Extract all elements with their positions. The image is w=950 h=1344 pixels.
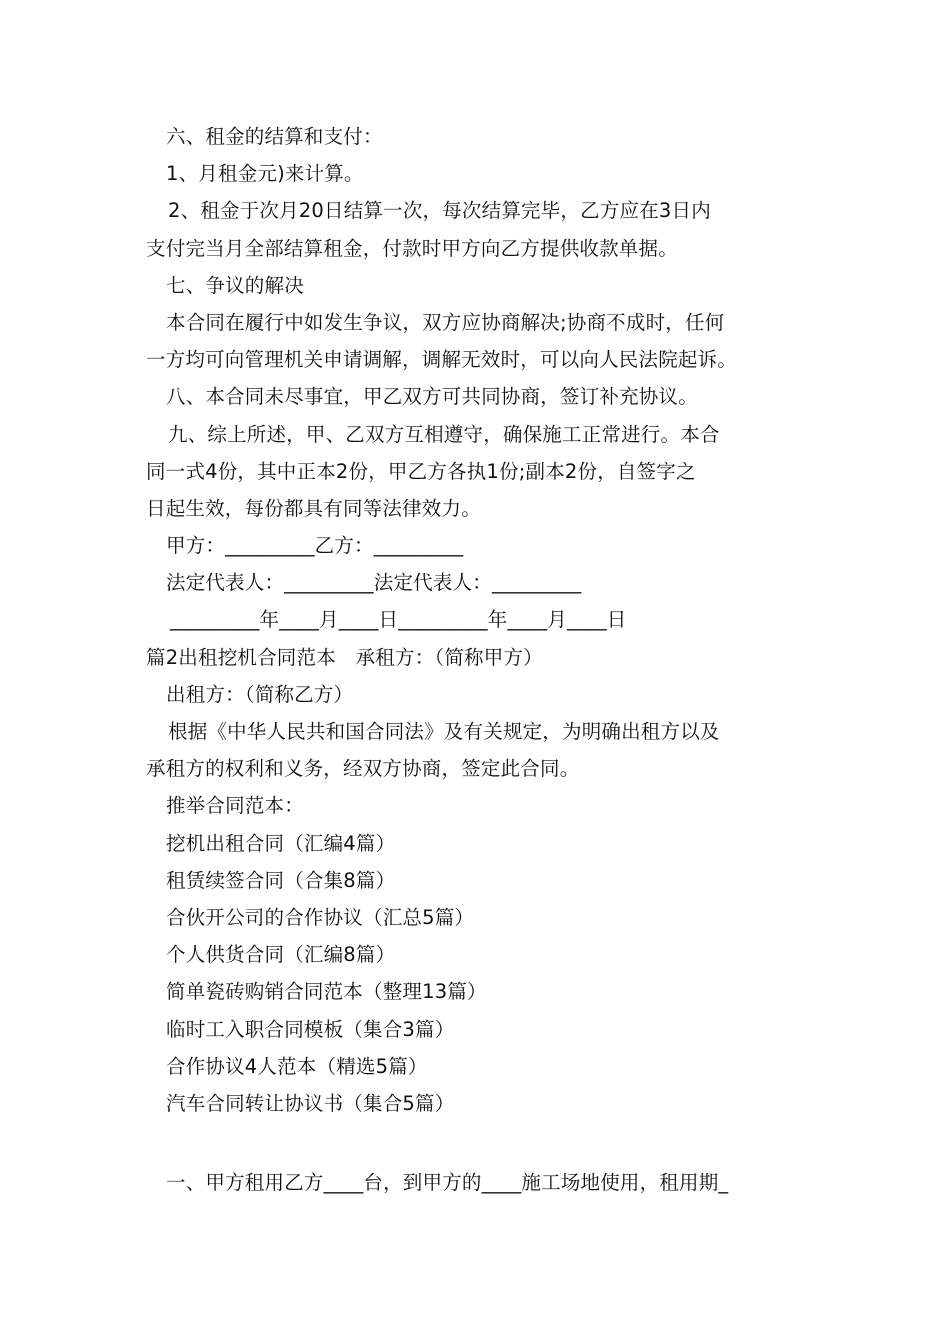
document-line: 六、租金的结算和支付： [166,125,383,148]
blank-line [146,1122,816,1164]
document-line: 七、争议的解决 [166,273,304,297]
document-line: 合伙开公司的合作协议（汇总5篇） [166,905,475,929]
document-line: 同一式4份，其中正本2份，甲乙方各执1份;副本2份，自签字之 [146,459,696,483]
document-line: 临时工入职合同模板（集合3篇） [166,1017,455,1041]
document-line: 推举合同范本： [166,794,304,818]
document-line: 出租方：（简称乙方） [166,682,354,706]
document-line: 篇2出租挖机合同范本 承租方：（简称甲方） [146,645,543,669]
document-line: 九、综上所述，甲、乙双方互相遵守，确保施工正常进行。本合 [168,422,720,446]
document-line: 简单瓷砖购销合同范本（整理13篇） [166,980,487,1004]
document-line: 个人供货合同（汇编8篇） [166,943,396,967]
document-line: 合作协议4人范本（精选5篇） [166,1054,428,1078]
document-line: 2、租金于次月20日结算一次，每次结算完毕，乙方应在3日内 [168,199,711,223]
document-line: 一、甲方租用乙方____台，到甲方的____施工场地使用，租用期_ [166,1171,729,1195]
document-line: _________年____月____日_________年____月____日 [170,608,627,632]
document-line: 甲方：_________乙方：_________ [166,534,464,558]
document-line: 支付完当月全部结算租金，付款时甲方向乙方提供收款单据。 [146,236,678,260]
document-line: 本合同在履行中如发生争议，双方应协商解决;协商不成时，任何 [166,310,725,334]
document-line: 日起生效，每份都具有同等法律效力。 [146,496,481,520]
document-line: 八、本合同未尽事宜，甲乙双方可共同协商，签订补充协议。 [166,385,698,409]
document-line: 法定代表人：_________法定代表人：_________ [166,571,582,595]
document-line: 1、月租金元)来计算。 [166,162,364,186]
document-line: 根据《中华人民共和国合同法》及有关规定，为明确出租方以及 [168,720,720,743]
document-line: 挖机出租合同（汇编4篇） [166,831,396,855]
document-line: 汽车合同转让协议书（集合5篇） [166,1091,455,1115]
document-body [146,118,816,1201]
document-line: 租赁续签合同（合集8篇） [166,868,396,892]
document-line: 一方均可向管理机关申请调解，调解无效时，可以向人民法院起诉。 [146,348,738,372]
document-line: 承租方的权利和义务，经双方协商，签定此合同。 [146,757,580,781]
